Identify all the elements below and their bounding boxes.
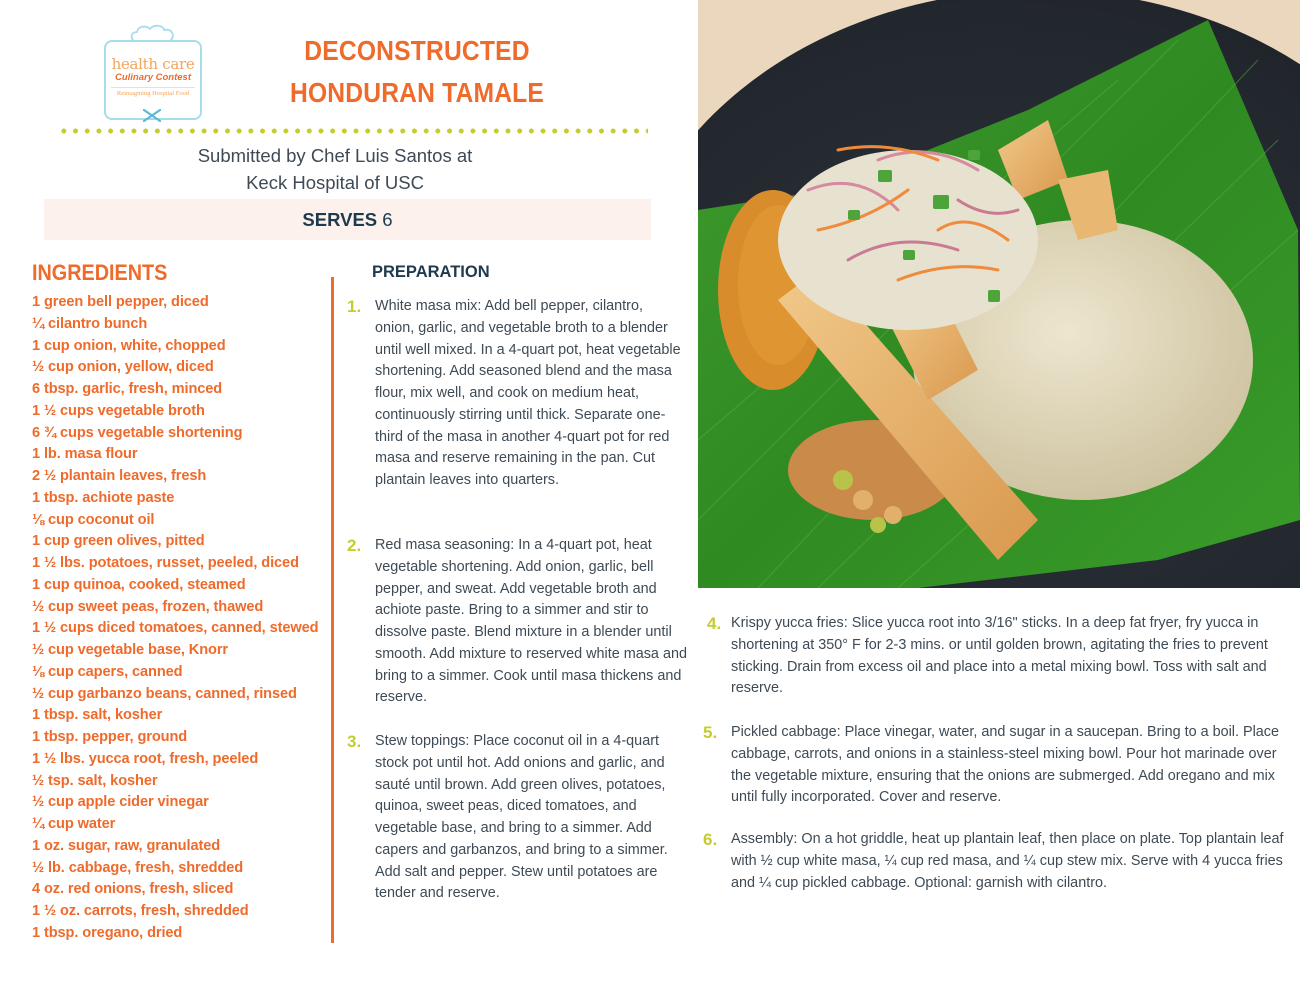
recipe-title-line2: HONDURAN TAMALE [289, 77, 545, 108]
ingredient-item: 6 tbsp. garlic, fresh, minced [32, 381, 223, 397]
ingredient-item: ¼ cilantro bunch [32, 315, 148, 332]
preparation-heading: PREPARATION [372, 263, 490, 281]
ingredient-item: ½ cup apple cider vinegar [32, 794, 209, 811]
preparation-step-2 [347, 535, 687, 709]
ingredient-item: 1 tbsp. achiote paste [32, 489, 175, 506]
ingredient-item: 1 cup quinoa, cooked, steamed [32, 576, 246, 593]
ingredient-item: ½ cup garbanzo beans, canned, rinsed [32, 685, 297, 702]
preparation-step-1 [347, 296, 682, 492]
step-number: 1. [347, 297, 362, 316]
ingredient-item: 1 cup onion, white, chopped [32, 337, 226, 354]
ingredient-item: 1 ½ cups vegetable broth [32, 402, 205, 419]
submitted-by [90, 142, 580, 196]
preparation-step-3 [347, 731, 687, 905]
step-text: White masa mix: Add bell pepper, cilantro, onion, garlic, and vegetable broth to a blender until well mixed. In a 4-quart pot, heat vegetable shortening. Add seasoned blend and the masa flour, mix well, and cook on medium heat, continuously stirring until thick. Separate one-third of the masa in another 4-quart pot for red masa and reserve remaining in the pan. Cut plantain leaves into quarters. [375, 298, 681, 488]
ingredient-item: 1 lb. masa flour [32, 446, 138, 463]
dish-photo [698, 0, 1300, 588]
ingredient-item: 1 green bell pepper, diced [32, 294, 209, 310]
logo-divider [111, 87, 195, 88]
ingredient-item: ½ cup vegetable base, Knorr [32, 642, 229, 658]
contest-logo [98, 24, 208, 124]
logo-tagline: Reimagining Hospital Food [116, 90, 190, 97]
ingredient-item: 6 ¾ cups vegetable shortening [32, 424, 243, 441]
recipe-title [281, 30, 554, 114]
ingredients-list [32, 292, 332, 945]
ingredient-item: 1 oz. sugar, raw, granulated [32, 837, 221, 854]
step-number: 5. [703, 723, 718, 742]
crossed-utensils-icon [142, 108, 162, 122]
ingredient-item: 1 ½ cups diced tomatoes, canned, stewed [32, 620, 319, 637]
submitted-by-chef: Submitted by Chef Luis Santos at [197, 145, 473, 166]
dotted-divider [58, 128, 648, 134]
ingredient-item: 1 cup green olives, pitted [32, 533, 205, 550]
step-number: 2. [347, 536, 362, 555]
serves-value: 6 [382, 209, 393, 230]
serves-label: SERVES [302, 209, 378, 230]
step-text: Stew toppings: Place coconut oil in a 4-quart stock pot until hot. Add onions and garlic, and sauté until brown. Add green olives, potatoes, quinoa, sweet peas, diced tomatoes, and vegetable base, and bring to a simmer. Add capers and garbanzos, and bring to a simmer. Add salt and pepper. Stew until potatoes are tender and reserve. [375, 733, 668, 902]
step-number: 6. [703, 830, 718, 849]
ingredient-item: 1 tbsp. salt, kosher [32, 707, 163, 724]
recipe-title-line1: DECONSTRUCTED [304, 35, 530, 66]
column-divider [331, 277, 334, 943]
ingredients-heading: INGREDIENTS [32, 260, 168, 285]
step-text: Red masa seasoning: In a 4-quart pot, heat vegetable shortening. Add onion, garlic, bell pepper, and sweat. Add vegetable broth and achiote paste. Bring to a simmer and stir to dissolve paste. Blend mixture in a blender until smooth. Add mixture to reserved white masa and bring to a simmer. Cook until masa thickens and reserve. [375, 537, 687, 706]
ingredient-item: 2 ½ plantain leaves, fresh [32, 468, 207, 484]
step-number: 3. [347, 732, 362, 751]
preparation-step-5 [703, 722, 1287, 809]
dish-illustration [698, 0, 1300, 588]
preparation-step-4 [707, 613, 1287, 700]
ingredient-item: ⅛ cup capers, canned [32, 663, 183, 680]
logo-line-culinary-contest: Culinary Contest [114, 72, 191, 83]
ingredient-item: ¼ cup water [32, 816, 116, 832]
ingredient-item: 4 oz. red onions, fresh, sliced [32, 881, 234, 898]
serves-bar [44, 199, 651, 240]
ingredient-item: ½ lb. cabbage, fresh, shredded [32, 859, 244, 876]
ingredient-item: 1 tbsp. oregano, dried [32, 924, 183, 941]
preparation-step-6 [703, 829, 1287, 894]
ingredient-item: ⅛ cup coconut oil [32, 511, 155, 528]
ingredient-item: ½ cup onion, yellow, diced [32, 359, 214, 376]
ingredient-item: 1 ½ lbs. potatoes, russet, peeled, diced [32, 555, 299, 571]
step-number: 4. [707, 614, 722, 633]
step-text: Assembly: On a hot griddle, heat up plantain leaf, then place on plate. Top plantain leaf with ½ cup white masa, ¼ cup red masa, and ¼ cup stew mix. Serve with 4 yucca fries and ¼ cup pickled cabbage. Optional: garnish with cilantro. [731, 831, 1284, 891]
ingredient-item: 1 ½ lbs. yucca root, fresh, peeled [32, 750, 259, 767]
step-text: Krispy yucca fries: Slice yucca root into 3/16" sticks. In a deep fat fryer, fry yucca in shortening at 350° F for 2-3 mins. or until golden brown, agitating the fries to prevent sticking. Drain from excess oil and place into a metal mixing bowl. Toss with salt and reserve. [731, 615, 1268, 697]
ingredient-item: ½ cup sweet peas, frozen, thawed [32, 598, 264, 615]
ingredient-item: 1 ½ oz. carrots, fresh, shredded [32, 903, 249, 919]
submitted-by-hospital: Keck Hospital of USC [246, 172, 424, 193]
ingredient-item: 1 tbsp. pepper, ground [32, 729, 188, 745]
step-text: Pickled cabbage: Place vinegar, water, and sugar in a saucepan. Bring to a boil. Place cabbage, carrots, and onions in a stainless-steel mixing bowl. Pour hot marinade over the vegetable mixture, ensuring that the onions are submerged. Add oregano and mix until fully incorporated. Cover and reserve. [731, 724, 1279, 806]
logo-line-health-care: health care [111, 55, 195, 73]
ingredient-item: ½ tsp. salt, kosher [32, 772, 158, 789]
